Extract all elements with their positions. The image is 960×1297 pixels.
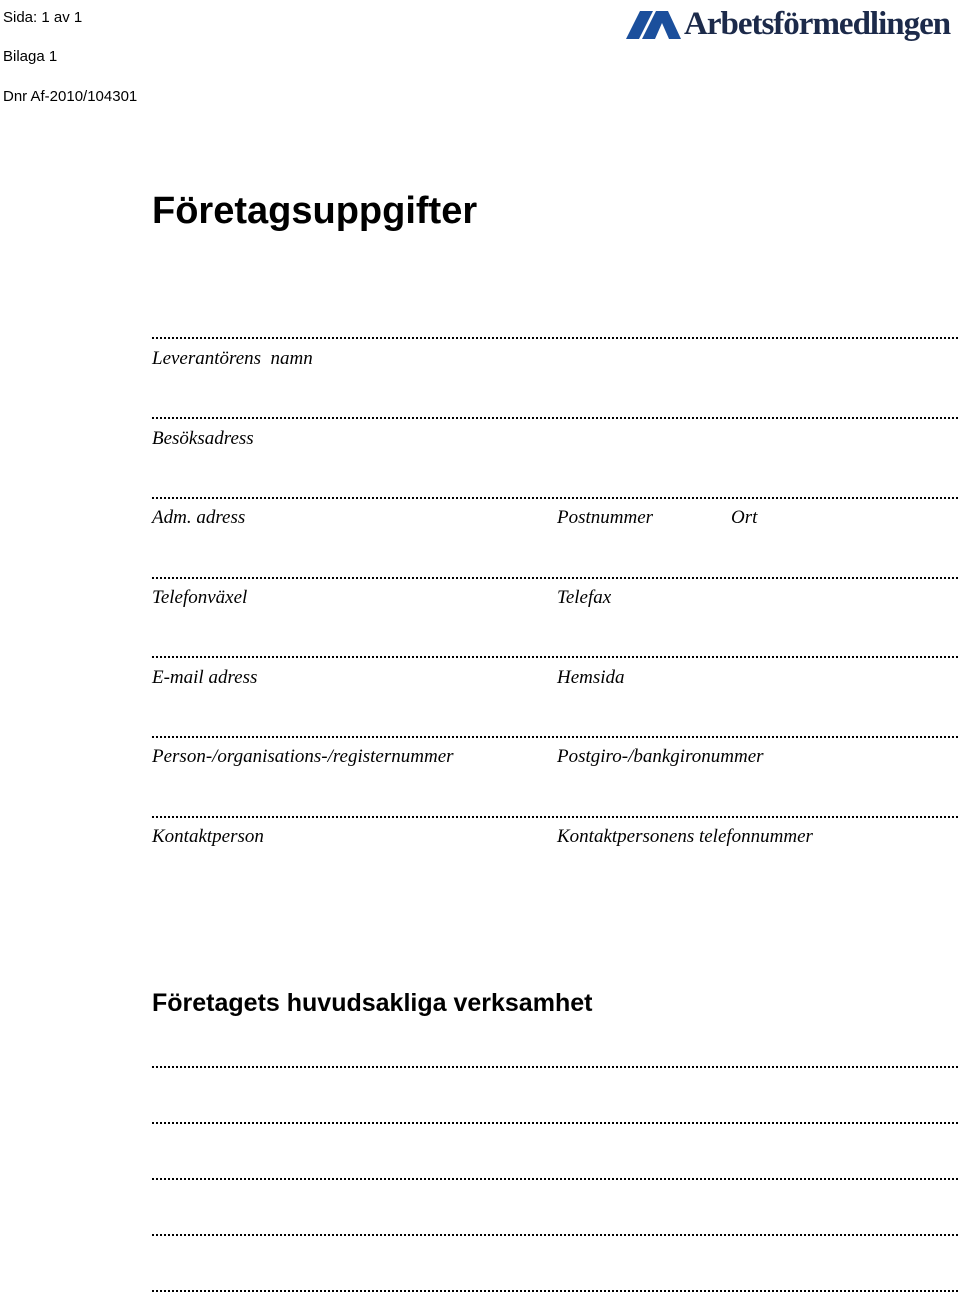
supplier-name-label: Leverantörens namn <box>152 348 313 369</box>
activity-line <box>152 1066 958 1068</box>
email-label: E-mail adress <box>152 667 258 688</box>
arbetsformedlingen-logo <box>626 4 960 46</box>
giro-number-label: Postgiro-/bankgironummer <box>557 746 764 767</box>
activity-line <box>152 1290 958 1292</box>
attachment-label: Bilaga 1 <box>3 48 58 65</box>
field-line-phone-fax <box>152 577 958 579</box>
activity-line <box>152 1178 958 1180</box>
activity-heading: Företagets huvudsakliga verksamhet <box>152 989 593 1017</box>
website-label: Hemsida <box>557 667 625 688</box>
postal-code-label: Postnummer <box>557 507 654 528</box>
field-line-contact <box>152 816 958 818</box>
org-number-label: Person-/organisations-/registernummer <box>152 746 454 767</box>
logo-wordmark: Arbetsförmedlingen <box>684 6 951 42</box>
field-line-supplier-name <box>152 337 958 339</box>
logo-mark-icon <box>626 7 682 41</box>
fax-label: Telefax <box>557 587 612 608</box>
admin-address-label: Adm. adress <box>152 507 246 528</box>
field-line-visit-address <box>152 417 958 419</box>
reference-number: Dnr Af-2010/104301 <box>3 88 138 105</box>
field-line-email-website <box>152 656 958 658</box>
field-line-org-giro <box>152 736 958 738</box>
contact-person-label: Kontaktperson <box>152 826 264 847</box>
activity-line <box>152 1234 958 1236</box>
visit-address-label: Besöksadress <box>152 428 254 449</box>
city-label: Ort <box>731 507 758 528</box>
field-line-admin-address <box>152 497 958 499</box>
activity-line <box>152 1122 958 1124</box>
switchboard-label: Telefonväxel <box>152 587 248 608</box>
contact-phone-label: Kontaktpersonens telefonnummer <box>557 826 813 847</box>
page-number: Sida: 1 av 1 <box>3 9 83 26</box>
page-title: Företagsuppgifter <box>152 190 478 232</box>
